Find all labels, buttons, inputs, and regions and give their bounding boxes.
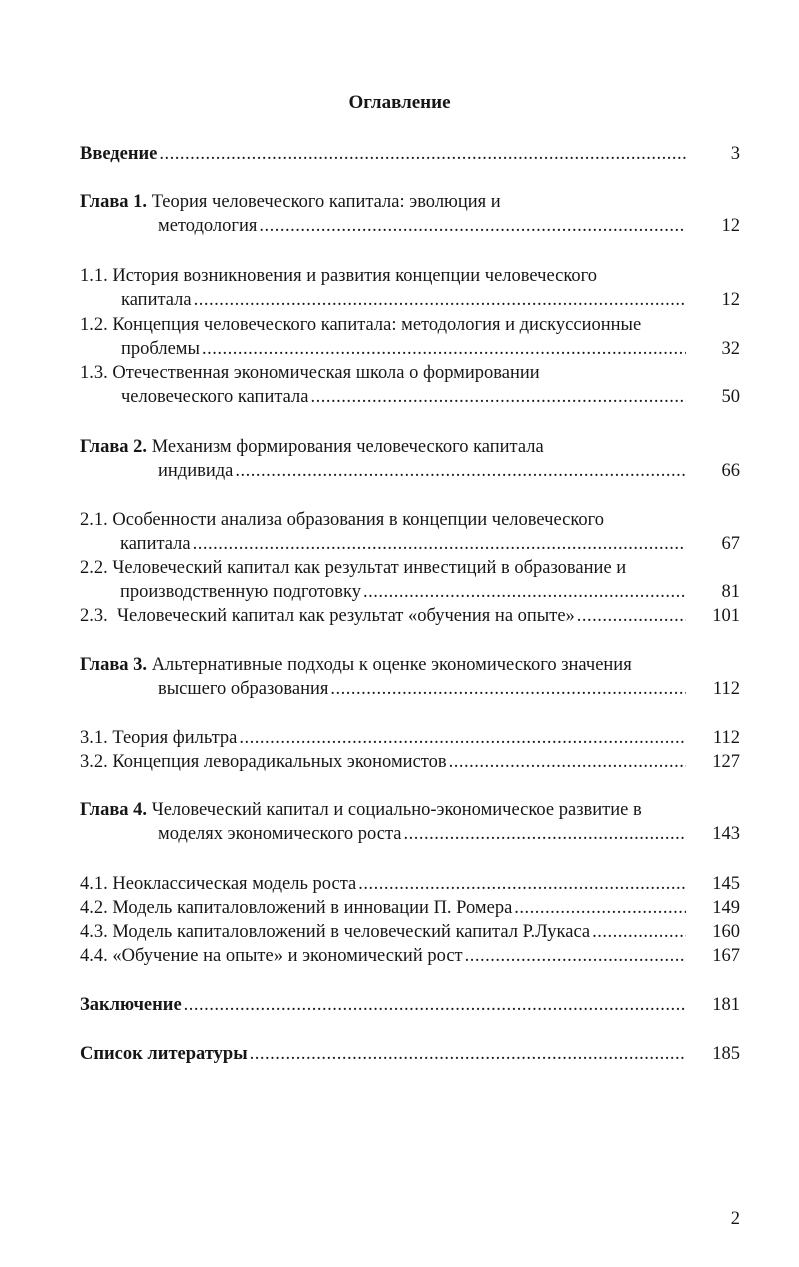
toc-label-cont: моделях экономического роста [158, 824, 402, 844]
toc-entry-1-1-cont[interactable] [121, 287, 740, 313]
toc-page: 112 [712, 728, 740, 748]
leader-dots [235, 458, 686, 484]
leader-dots [363, 579, 686, 605]
toc-label: Неоклассическая модель роста [112, 874, 357, 894]
toc-label: Альтернативные подходы к оценке экономического значения [151, 655, 632, 675]
leader-dots [330, 676, 686, 702]
toc-entry-ch2[interactable] [80, 434, 740, 460]
toc-entry-2-3[interactable] [80, 603, 740, 629]
toc-label-cont: проблемы [121, 339, 200, 359]
toc-entry-ch3-cont[interactable] [158, 676, 740, 702]
toc-label: Особенности анализа образования в концепции человеческого [112, 510, 605, 530]
toc-page: 3 [730, 144, 740, 164]
leader-dots [310, 384, 686, 410]
toc-label-cont: индивида [158, 461, 234, 481]
toc-label: Человеческий капитал как результат инвестиций в образование и [112, 558, 627, 578]
toc-entry-2-2[interactable] [80, 555, 740, 581]
toc-entry-ch1[interactable] [80, 189, 740, 215]
toc-page: 66 [721, 461, 740, 481]
toc-label: Теория человеческого капитала: эволюция и [151, 192, 501, 212]
toc-entry-1-3-cont[interactable] [121, 384, 740, 410]
toc-page: 160 [712, 922, 740, 942]
chapter-number: Глава 2. [80, 437, 148, 457]
toc-label: Отечественная экономическая школа о формировании [112, 363, 540, 383]
section-number: 4.2. [80, 898, 108, 918]
toc-label-cont: методология [158, 216, 258, 236]
section-number: 2.3. [80, 606, 108, 626]
toc-entry-2-1[interactable] [80, 507, 740, 533]
toc-label-cont: человеческого капитала [121, 387, 309, 407]
toc-entry-1-2[interactable] [80, 312, 740, 338]
toc-entry-ch2-cont[interactable] [158, 458, 740, 484]
toc-label-cont: капитала [120, 534, 191, 554]
toc-entry-ch1-cont[interactable] [158, 213, 740, 239]
toc-page: 112 [712, 679, 740, 699]
toc-label-cont: высшего образования [158, 679, 329, 699]
toc-page: 185 [712, 1044, 740, 1064]
toc-entry-ch3[interactable] [80, 652, 740, 678]
toc-page: 145 [712, 874, 740, 894]
leader-dots [592, 919, 686, 945]
toc-page: 12 [721, 290, 740, 310]
chapter-number: Глава 3. [80, 655, 148, 675]
toc-entry-4-3[interactable] [80, 919, 740, 945]
toc-page: 67 [721, 534, 740, 554]
toc-entry-1-1[interactable] [80, 263, 740, 289]
section-number: 4.1. [80, 874, 108, 894]
page-number: 2 [730, 1209, 740, 1229]
toc-page: 143 [712, 824, 740, 844]
leader-dots [194, 287, 686, 313]
leader-dots [465, 943, 686, 969]
toc-label: Концепция человеческого капитала: методология и дискуссионные [112, 315, 642, 335]
toc-label: Заключение [80, 995, 182, 1015]
toc-label: Теория фильтра [112, 728, 238, 748]
toc-label: Человеческий капитал и социально-экономическое развитие в [151, 800, 642, 820]
section-number: 2.1. [80, 510, 108, 530]
chapter-number: Глава 1. [80, 192, 148, 212]
leader-dots [184, 992, 686, 1018]
toc-page: 167 [712, 946, 740, 966]
toc-entry-intro[interactable] [80, 141, 740, 167]
leader-dots [404, 821, 687, 847]
toc-entry-2-2-cont[interactable] [120, 579, 740, 605]
toc-label: Модель капиталовложений в человеческий капитал Р.Лукаса [112, 922, 591, 942]
toc-entry-2-1-cont[interactable] [120, 531, 740, 557]
leader-dots [159, 141, 686, 167]
toc-label: Человеческий капитал как результат «обучения на опыте» [117, 606, 575, 626]
toc-page: 181 [712, 995, 740, 1015]
leader-dots [250, 1041, 686, 1067]
chapter-number: Глава 4. [80, 800, 148, 820]
section-number: 1.1. [80, 266, 108, 286]
toc-page: 32 [721, 339, 740, 359]
toc-entry-ch4-cont[interactable] [158, 821, 740, 847]
toc-entry-4-4[interactable] [80, 943, 740, 969]
toc-entry-1-3[interactable] [80, 360, 740, 386]
toc-page: 12 [721, 216, 740, 236]
toc-label: Введение [80, 144, 158, 164]
page-title: Оглавление [348, 92, 451, 113]
toc-label: Концепция леворадикальных экономистов [112, 752, 447, 772]
toc-label-cont: производственную подготовку [120, 582, 361, 602]
leader-dots [193, 531, 686, 557]
toc-entry-3-2[interactable] [80, 749, 740, 775]
toc-page: 101 [712, 606, 740, 626]
toc-label: Модель капиталовложений в инновации П. Ромера [112, 898, 513, 918]
toc-entry-1-2-cont[interactable] [121, 336, 740, 362]
section-number: 1.2. [80, 315, 108, 335]
toc-label: Механизм формирования человеческого капитала [151, 437, 544, 457]
section-number: 2.2. [80, 558, 108, 578]
leader-dots [514, 895, 686, 921]
toc-entry-ch4[interactable] [80, 797, 740, 823]
leader-dots [259, 213, 686, 239]
section-number: 1.3. [80, 363, 108, 383]
toc-label: Список литературы [80, 1044, 248, 1064]
section-number: 3.1. [80, 728, 108, 748]
leader-dots [449, 749, 686, 775]
section-number: 4.4. [80, 946, 108, 966]
leader-dots [202, 336, 686, 362]
section-number: 3.2. [80, 752, 108, 772]
section-number: 4.3. [80, 922, 108, 942]
toc-label-cont: капитала [121, 290, 192, 310]
toc-page: 149 [712, 898, 740, 918]
toc-label: «Обучение на опыте» и экономический рост [112, 946, 463, 966]
toc-entry-3-1[interactable] [80, 725, 740, 751]
toc-label: История возникновения и развития концепции человеческого [112, 266, 598, 286]
toc-entry-4-1[interactable] [80, 871, 740, 897]
toc-entry-4-2[interactable] [80, 895, 740, 921]
toc-entry-bibliography[interactable] [80, 1041, 740, 1067]
leader-dots [358, 871, 686, 897]
leader-dots [577, 603, 686, 629]
toc-page: 50 [721, 387, 740, 407]
toc-page: 127 [712, 752, 740, 772]
toc-entry-conclusion[interactable] [80, 992, 740, 1018]
toc-page: 81 [721, 582, 740, 602]
leader-dots [239, 725, 686, 751]
